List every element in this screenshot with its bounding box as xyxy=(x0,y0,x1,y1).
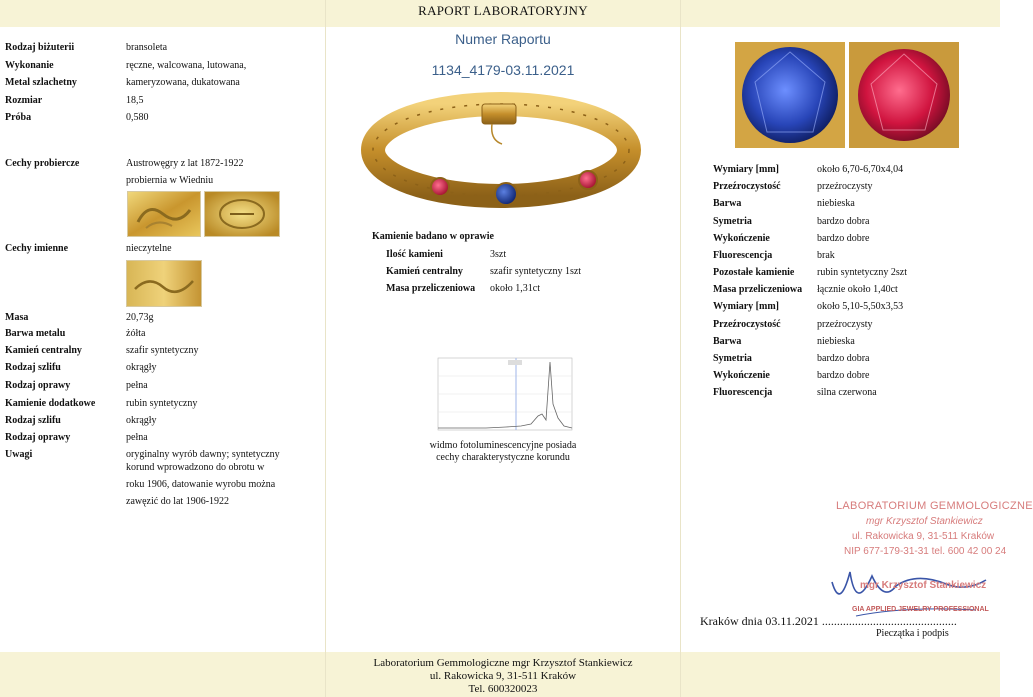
stamp-line-4: NIP 677-179-31-31 tel. 600 42 00 24 xyxy=(844,546,1007,557)
hallmark-photo-1 xyxy=(127,191,201,237)
stone-row-label: Kamień centralny xyxy=(386,266,463,277)
hallmark-value: Austrowęgry z lat 1872-1922 xyxy=(126,158,244,169)
left-detail-row-value: pełna xyxy=(126,380,148,391)
spectrum-caption-1: widmo fotoluminescencyjne posiada xyxy=(429,440,577,451)
ruby-photo xyxy=(849,42,959,148)
footer-line-2: ul. Rakowicka 9, 31-511 Kraków xyxy=(429,670,577,682)
footer-line-3: Tel. 600320023 xyxy=(468,683,538,695)
spectrum-caption-2: cechy charakterystyczne korundu xyxy=(436,452,570,463)
fold-line-left xyxy=(325,0,326,697)
left-detail-row-label: Rodzaj oprawy xyxy=(5,432,71,443)
central-stone-row-label: Wymiary [mm] xyxy=(713,164,779,175)
photoluminescence-spectrum xyxy=(426,354,576,436)
left-detail-row-value: oryginalny wyrób dawny; syntetyczny xyxy=(126,449,280,460)
other-stone-row-label: Wymiary [mm] xyxy=(713,301,779,313)
left-detail-row-value: okrągły xyxy=(126,415,157,426)
left-row-label: Rodzaj biżuterii xyxy=(5,42,75,53)
notes-line: roku 1906, datowanie wyrobu można xyxy=(126,479,276,490)
left-row-value: 0,580 xyxy=(126,112,149,123)
report-title: RAPORT LABORATORYJNY xyxy=(418,3,588,18)
central-stone-row-value: niebieska xyxy=(817,198,855,210)
stamp-line-2: mgr Krzysztof Stankiewicz xyxy=(866,516,983,527)
signature-stamp-title: GIA APPLIED JEWELRY PROFESSIONAL xyxy=(852,606,989,613)
stone-row-value: 3szt xyxy=(490,249,507,260)
other-stone-row-label: Fluorescencja xyxy=(713,387,773,399)
left-detail-row-value: żółta xyxy=(126,328,146,339)
left-detail-row-label: Kamienie dodatkowe xyxy=(5,398,96,409)
other-stone-row-value: około 5,10-5,50x3,53 xyxy=(817,301,904,313)
other-stone-row-value: silna czerwona xyxy=(817,387,877,399)
left-row-label: Wykonanie xyxy=(5,59,54,71)
other-stone-row-value: bardzo dobra xyxy=(817,353,870,364)
left-detail-row-label: Uwagi xyxy=(5,449,33,460)
other-stone-row-value: łącznie około 1,40ct xyxy=(817,284,898,296)
other-stone-row-value: rubin syntetyczny 2szt xyxy=(817,267,907,278)
other-stone-row-value: przeźroczysty xyxy=(817,318,873,330)
stone-row-label: Ilość kamieni xyxy=(386,249,443,260)
left-detail-row-value: rubin syntetyczny xyxy=(126,398,198,409)
central-stone-row-label: Barwa xyxy=(713,198,742,210)
stone-row-value: około 1,31ct xyxy=(490,283,540,294)
left-detail-row-value: pełna xyxy=(126,432,148,443)
sapphire-photo xyxy=(735,42,845,148)
hallmark-photo-2 xyxy=(204,191,280,237)
left-detail-row-value: szafir syntetyczny xyxy=(126,345,199,356)
left-detail-row-label: Rodzaj oprawy xyxy=(5,380,71,391)
other-stone-row-label: Wykończenie xyxy=(713,370,770,382)
hallmark-label: Cechy probiercze xyxy=(5,158,80,169)
report-number-label: Numer Raportu xyxy=(455,31,551,47)
central-stone-row-label: Przeźroczystość xyxy=(713,181,781,193)
other-stone-row-label: Masa przeliczeniowa xyxy=(713,284,803,296)
central-stone-row-label: Fluorescencja xyxy=(713,250,773,261)
other-stone-row-value: bardzo dobre xyxy=(817,370,870,382)
central-stone-row-value: około 6,70-6,70x4,04 xyxy=(817,164,904,175)
report-number: 1134_4179-03.11.2021 xyxy=(431,62,575,78)
stamp-line-1: LABORATORIUM GEMMOLOGICZNE xyxy=(836,500,1033,512)
other-stone-row-label: Symetria xyxy=(713,353,752,364)
left-row-label: Metal szlachetny xyxy=(5,77,77,88)
central-stone-row-value: bardzo dobra xyxy=(817,215,870,227)
left-detail-row-label: Kamień centralny xyxy=(5,345,82,356)
left-row-value: 18,5 xyxy=(126,94,144,106)
central-stone-row-label: Wykończenie xyxy=(713,232,770,244)
left-row-value: bransoleta xyxy=(126,42,168,53)
central-stone-row-label: Symetria xyxy=(713,215,752,227)
left-detail-row-label: Rodzaj szlifu xyxy=(5,362,61,373)
stamp-line-3: ul. Rakowicka 9, 31-511 Kraków xyxy=(852,531,995,542)
left-row-value: ręczne, walcowana, lutowana, xyxy=(126,59,247,71)
signature-stamp-name: mgr Krzysztof Stankiewicz xyxy=(860,580,987,591)
notes-line: zawęzić do lat 1906-1922 xyxy=(126,496,230,507)
maker-mark-label: Cechy imienne xyxy=(5,243,69,254)
left-detail-row-label: Barwa metalu xyxy=(5,328,66,339)
maker-mark-value: nieczytelne xyxy=(126,243,172,254)
other-stone-row-label: Pozostałe kamienie xyxy=(713,267,795,278)
maker-mark-photo xyxy=(126,260,202,307)
left-detail-row-value: 20,73g xyxy=(126,312,154,323)
signature-caption: Pieczątka i podpis xyxy=(876,628,949,639)
other-stone-row-label: Przeźroczystość xyxy=(713,318,781,330)
footer-line-1: Laboratorium Gemmologiczne mgr Krzysztof Stankiewicz xyxy=(373,657,633,669)
left-row-label: Rozmiar xyxy=(5,94,43,106)
date-line: Kraków dnia 03.11.2021 ............................................. xyxy=(700,614,957,628)
left-detail-row-label: Rodzaj szlifu xyxy=(5,415,61,426)
hallmark-value-2: probiernia w Wiedniu xyxy=(126,175,214,186)
left-detail-row-label: Masa xyxy=(5,312,29,323)
fold-line-right xyxy=(680,0,681,697)
stone-row-label: Masa przeliczeniowa xyxy=(386,283,476,294)
left-row-label: Próba xyxy=(5,112,32,123)
other-stone-row-value: niebieska xyxy=(817,335,855,347)
central-stone-row-value: brak xyxy=(817,250,835,261)
central-stone-row-value: przeźroczysty xyxy=(817,181,873,193)
left-detail-row-value: okrągły xyxy=(126,362,157,373)
other-stone-row-label: Barwa xyxy=(713,335,742,347)
left-row-value: kameryzowana, dukatowana xyxy=(126,77,240,88)
stone-row-value: szafir syntetyczny 1szt xyxy=(490,266,582,277)
notes-line: korund wprowadzono do obrotu w xyxy=(126,462,265,473)
central-stone-row-value: bardzo dobre xyxy=(817,232,870,244)
stones-heading: Kamienie badano w oprawie xyxy=(372,231,494,242)
bracelet-photo xyxy=(364,92,638,214)
